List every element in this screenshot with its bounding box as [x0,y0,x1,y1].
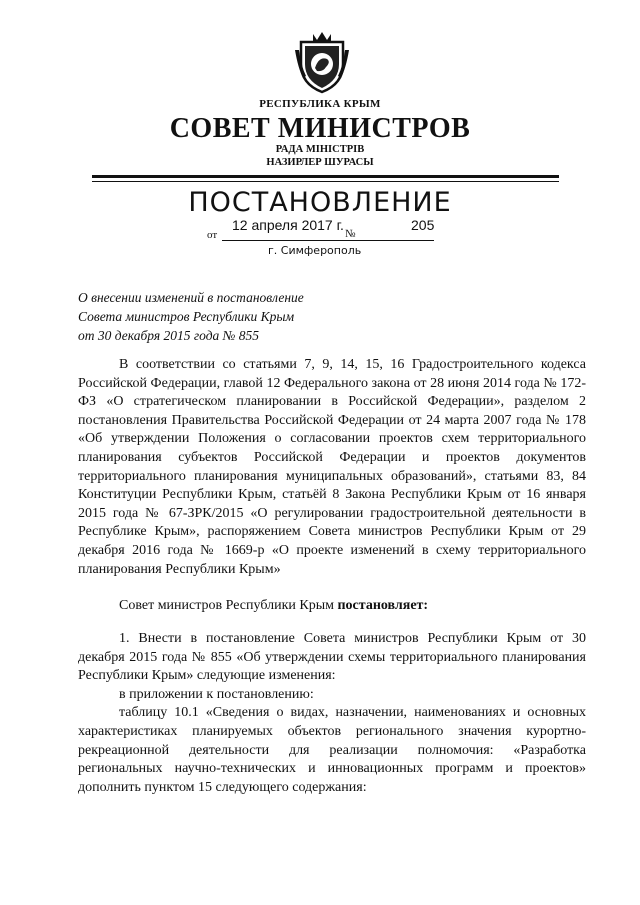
council-name-ukrainian: РАДА МІНІСТРІВ [275,144,365,155]
item-1 [78,630,586,797]
preamble-paragraph [78,356,586,579]
resolution-text: Совет министров Республики Крым [119,598,338,613]
header-divider-thick [92,175,559,178]
item-1-subitem: в приложении к постановлению: [119,686,314,702]
resolution-verb: постановляет: [337,598,429,613]
council-name: СОВЕТ МИНИСТРОВ [169,113,471,144]
republic-name: РЕСПУБЛИКА КРЫМ [259,98,381,110]
decree-subject [78,288,408,345]
header-divider-thin [92,181,559,182]
decree-number: 205 [411,217,435,233]
item-1-text: 1. Внести в постановление Совета министров Республики Крым от 30 декабря 2015 года № 855 «Об утверждении схемы территориального планирования Республики Крым» следующие изменения: [78,631,586,684]
decree-date: 12 апреля 2017 г. [232,217,344,233]
council-name-crimean-tatar: НАЗИРЛЕР ШУРАСЫ [266,157,374,168]
coat-of-arms-emblem [293,28,351,94]
date-number-line [222,240,434,241]
city: г. Симферополь [268,244,362,257]
number-label: № [345,228,356,240]
subject-line: Совета министров Республики Крым [78,309,295,324]
subject-line: от 30 декабря 2015 года № 855 [78,328,259,343]
decree-title: ПОСТАНОВЛЕНИЕ [188,187,452,218]
from-label: от [207,229,218,241]
item-1-table-text: таблицу 10.1 «Сведения о видах, назначении, наименованиях и основных характеристиках планируемых объектов регионального значения курортно-рекреационной деятельности для реализации полномочия: «Разработка региональных научно-технических и инновационных программ и проектов» дополнить пунктом 15 следующего содержания: [78,705,586,795]
preamble-text: В соответствии со статьями 7, 9, 14, 15, 16 Градостроительного кодекса Российской Федерации, главой 12 Федерального закона от 28 июня 2014 года № 172-ФЗ «О стратегическом планировании в Российской Федерации», разделом 2 постановления Правительства Российской Федерации от 24 марта 2007 года № 178 «Об утверждении Положения о согласовании проектов схем территориального планирования субъектов Российской Федерации и проектов документов территориального планирования муниципальных образований», статьями 83, 84 Конституции Республики Крым, статьёй 8 Закона Республики Крым от 16 января 2015 года № 67-ЗРК/2015 «О регулировании градостроительной деятельности в Республике Крым», распоряжением Совета министров Республики Крым от 29 декабря 2016 года № 1669-р «О проекте изменений в схему территориального планирования Республики Крым» [78,357,586,577]
subject-line: О внесении изменений в постановление [78,290,304,305]
resolution-paragraph [78,597,586,616]
